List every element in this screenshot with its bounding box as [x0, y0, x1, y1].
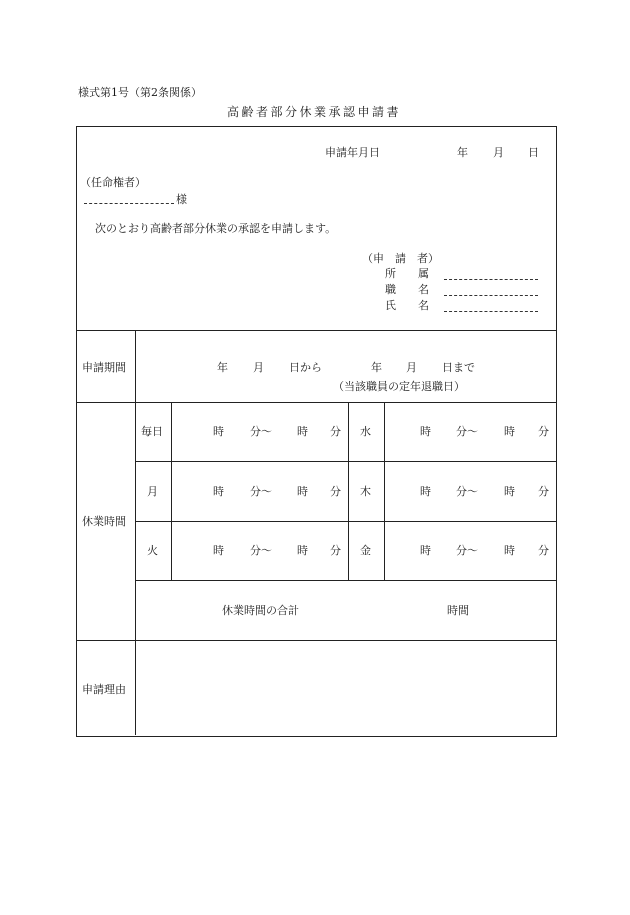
divider-period — [76, 402, 556, 403]
hour-unit: 時 — [504, 485, 515, 498]
period-to-day: 日まで — [442, 361, 475, 374]
minute-from-unit: 分〜 — [456, 544, 478, 557]
minute-from-unit: 分〜 — [250, 544, 272, 557]
name-label: 氏 名 — [385, 299, 429, 312]
reason-label: 申請理由 — [82, 683, 126, 696]
hour-unit: 時 — [213, 544, 224, 557]
total-hours-unit: 時間 — [447, 604, 469, 617]
divider-row-2 — [135, 521, 556, 522]
applicant-heading: （申 請 者） — [362, 252, 439, 265]
honorific-label: 様 — [176, 193, 187, 206]
application-date-label: 申請年月日 — [325, 146, 380, 159]
hour-unit: 時 — [420, 425, 431, 438]
date-day-label: 日 — [528, 146, 539, 159]
hours-label: 休業時間 — [82, 515, 126, 528]
label-column-divider — [135, 330, 136, 735]
day-column-divider-right — [384, 402, 385, 580]
day-label-left: 毎日 — [141, 425, 163, 438]
total-hours-label: 休業時間の合計 — [222, 604, 299, 617]
authority-name-line[interactable] — [84, 203, 174, 204]
minute-unit: 分 — [330, 544, 341, 557]
minute-from-unit: 分〜 — [250, 425, 272, 438]
minute-unit: 分 — [330, 425, 341, 438]
hour-unit: 時 — [420, 485, 431, 498]
period-from-month: 月 — [253, 361, 264, 374]
authority-label: （任命権者） — [80, 176, 146, 189]
day-label-right: 水 — [360, 425, 371, 438]
day-column-divider-left — [171, 402, 172, 580]
divider-hours — [76, 640, 556, 641]
position-line[interactable] — [444, 295, 538, 296]
minute-from-unit: 分〜 — [456, 425, 478, 438]
day-label-right: 木 — [360, 485, 371, 498]
hour-unit: 時 — [297, 485, 308, 498]
request-text: 次のとおり高齢者部分休業の承認を申請します。 — [95, 222, 337, 235]
hour-unit: 時 — [504, 544, 515, 557]
hour-unit: 時 — [297, 425, 308, 438]
day-label-left: 月 — [147, 485, 158, 498]
period-from-day: 日から — [289, 361, 322, 374]
divider-row-3 — [135, 580, 556, 581]
affiliation-label: 所 属 — [385, 267, 429, 280]
minute-from-unit: 分〜 — [250, 485, 272, 498]
minute-unit: 分 — [330, 485, 341, 498]
position-label: 職 名 — [385, 283, 429, 296]
day-column-divider-mid — [348, 402, 349, 580]
divider-application — [76, 330, 556, 331]
date-year-label: 年 — [457, 146, 468, 159]
day-label-right: 金 — [360, 544, 371, 557]
period-from-year: 年 — [217, 361, 228, 374]
period-label: 申請期間 — [82, 361, 126, 374]
hour-unit: 時 — [504, 425, 515, 438]
hour-unit: 時 — [213, 425, 224, 438]
form-number: 様式第1号（第2条関係） — [78, 86, 202, 99]
period-note: （当該職員の定年退職日） — [333, 380, 465, 393]
minute-unit: 分 — [538, 544, 549, 557]
minute-unit: 分 — [538, 425, 549, 438]
divider-row-1 — [135, 461, 556, 462]
hour-unit: 時 — [420, 544, 431, 557]
hour-unit: 時 — [297, 544, 308, 557]
name-line[interactable] — [444, 311, 538, 312]
reason-field[interactable] — [137, 642, 554, 734]
period-to-month: 月 — [406, 361, 417, 374]
minute-from-unit: 分〜 — [456, 485, 478, 498]
minute-unit: 分 — [538, 485, 549, 498]
hour-unit: 時 — [213, 485, 224, 498]
affiliation-line[interactable] — [444, 279, 538, 280]
day-label-left: 火 — [147, 544, 158, 557]
period-to-year: 年 — [371, 361, 382, 374]
date-month-label: 月 — [493, 146, 504, 159]
page-title: 高齢者部分休業承認申請書 — [227, 105, 402, 119]
